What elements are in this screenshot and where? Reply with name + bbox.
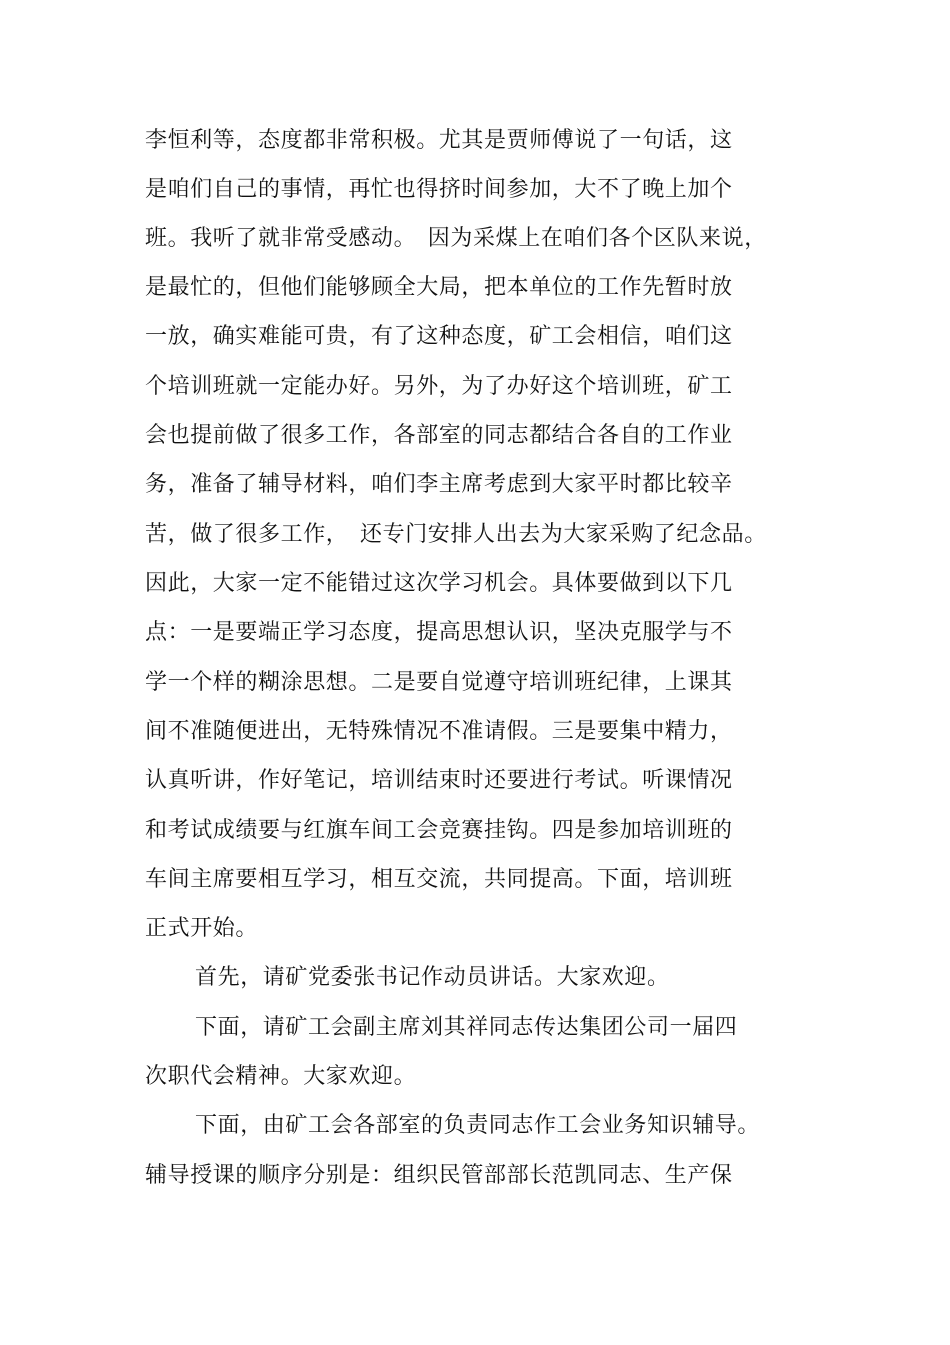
text-line: 间不准随便进出，无特殊情况不准请假。三是要集中精力， bbox=[145, 719, 733, 744]
text-line: 辅导授课的顺序分别是：组织民管部部长范凯同志、生产保 bbox=[145, 1163, 733, 1188]
text-line: 车间主席要相互学习，相互交流，共同提高。下面，培训班 bbox=[145, 867, 733, 892]
text-line: 苦，做了很多工作， 还专门安排人出去为大家采购了纪念品。 bbox=[145, 522, 767, 547]
text-line: 班。我听了就非常受感动。 因为采煤上在咱们各个区队来说， bbox=[145, 226, 767, 251]
text-line: 正式开始。 bbox=[145, 916, 259, 941]
text-line: 是最忙的，但他们能够顾全大局，把本单位的工作先暂时放 bbox=[145, 275, 733, 300]
text-line: 会也提前做了很多工作，各部室的同志都结合各自的工作业 bbox=[145, 423, 733, 448]
paragraph-first-line: 下面，请矿工会副主席刘其祥同志传达集团公司一届四 bbox=[195, 1015, 738, 1040]
text-line: 和考试成绩要与红旗车间工会竞赛挂钩。四是参加培训班的 bbox=[145, 818, 733, 843]
text-line: 个培训班就一定能办好。另外，为了办好这个培训班，矿工 bbox=[145, 374, 733, 399]
text-line: 次职代会精神。大家欢迎。 bbox=[145, 1064, 417, 1089]
text-line: 点：一是要端正学习态度，提高思想认识，坚决克服学与不 bbox=[145, 620, 733, 645]
paragraph-first-line: 下面，由矿工会各部室的负责同志作工会业务知识辅导。 bbox=[195, 1113, 761, 1138]
text-line: 学一个样的糊涂思想。二是要自觉遵守培训班纪律，上课其 bbox=[145, 670, 733, 695]
text-line: 认真听讲，作好笔记，培训结束时还要进行考试。听课情况 bbox=[145, 768, 733, 793]
text-line: 因此，大家一定不能错过这次学习机会。具体要做到以下几 bbox=[145, 571, 733, 596]
text-line: 李恒利等，态度都非常积极。尤其是贾师傅说了一句话，这 bbox=[145, 128, 733, 153]
text-line: 是咱们自己的事情，再忙也得挤时间参加，大不了晚上加个 bbox=[145, 177, 733, 202]
text-line: 一放，确实难能可贵，有了这种态度，矿工会相信，咱们这 bbox=[145, 324, 733, 349]
paragraph-first-line: 首先，请矿党委张书记作动员讲话。大家欢迎。 bbox=[195, 965, 670, 990]
text-line: 务，准备了辅导材料，咱们李主席考虑到大家平时都比较辛 bbox=[145, 472, 733, 497]
